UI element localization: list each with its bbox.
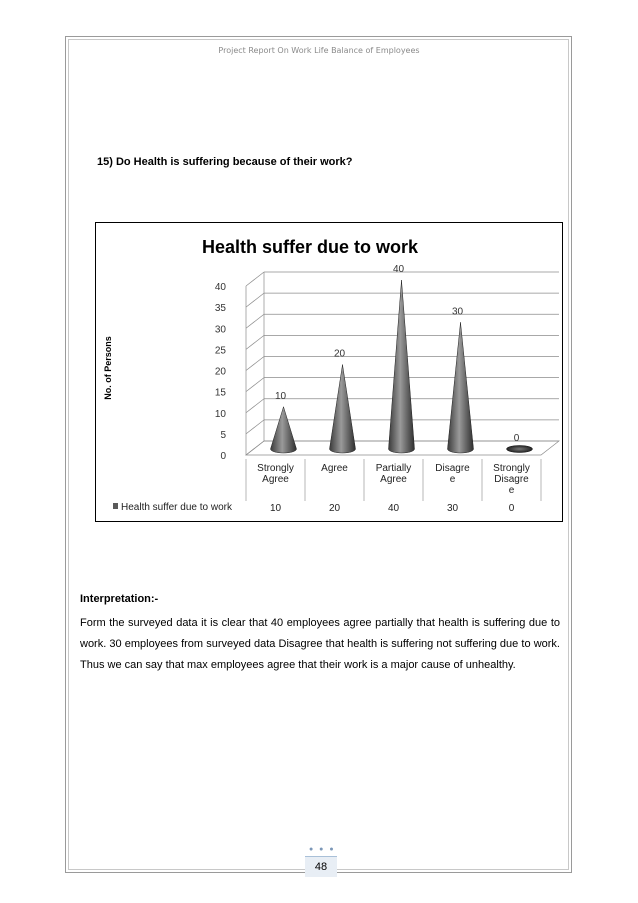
bar	[448, 322, 474, 453]
bar	[389, 280, 415, 453]
chart-svg	[96, 223, 562, 521]
data-label: 30	[451, 306, 464, 318]
page-header: Project Report On Work Life Balance of Employees	[218, 46, 420, 55]
gridline-side	[246, 357, 264, 371]
gridline-side	[246, 293, 264, 307]
x-tick-label: Disagre	[494, 474, 529, 485]
legend-entry: Health suffer due to work	[121, 502, 232, 513]
y-tick-label: 15	[214, 387, 226, 399]
x-tick-label: Partially	[375, 463, 412, 474]
interpretation-text: Form the surveyed data it is clear that 40 employees agree partially that health is suffering due to work. 30 employees from surveyed data Disagree that health is suffering not suffering due to work. Thus we can say that max employees agree that their work is a major cause of unhealthy.	[80, 617, 560, 671]
chart-title: Health suffer due to work	[201, 237, 419, 257]
x-tick-label: Agree	[262, 474, 289, 485]
gridline-side	[246, 399, 264, 413]
y-tick-label: 0	[220, 451, 226, 462]
chart-container	[95, 222, 563, 522]
x-tick-label: e	[449, 474, 456, 485]
table-value: 30	[446, 503, 459, 514]
y-tick-label: 40	[214, 282, 226, 293]
table-value: 20	[328, 503, 341, 514]
table-value: 40	[387, 503, 400, 514]
data-label: 0	[513, 433, 520, 444]
y-tick-label: 10	[214, 408, 226, 420]
x-tick-label: e	[508, 485, 515, 496]
data-label: 10	[274, 390, 287, 402]
y-tick-label: 30	[214, 324, 226, 336]
interpretation-title: Interpretation:-	[80, 593, 159, 605]
page-dots-ornament: ● ● ●	[309, 846, 336, 853]
gridline-side	[246, 272, 264, 286]
bar	[271, 407, 297, 453]
data-label: 40	[392, 264, 405, 275]
legend-swatch	[113, 503, 118, 509]
y-tick-label: 35	[214, 303, 226, 315]
y-tick-label: 5	[220, 429, 226, 441]
x-tick-label: Agree	[321, 463, 348, 474]
gridline-side	[246, 420, 264, 434]
bar	[507, 446, 533, 453]
table-value: 10	[269, 503, 282, 514]
x-tick-label: Strongly	[257, 463, 294, 474]
x-tick-label: Agree	[380, 474, 407, 485]
gridline-side	[246, 335, 264, 349]
x-tick-label: Disagre	[435, 463, 470, 474]
page-number: 48	[305, 856, 337, 877]
question-heading: 15) Do Health is suffering because of their work?	[97, 156, 353, 168]
table-value: 0	[508, 503, 515, 514]
y-tick-label: 25	[214, 345, 226, 357]
y-axis-label: No. of Persons	[103, 336, 113, 400]
data-label: 20	[333, 348, 346, 360]
y-tick-label: 20	[214, 366, 226, 378]
gridline-side	[246, 378, 264, 392]
gridline-side	[246, 314, 264, 328]
x-tick-label: Strongly	[493, 463, 530, 474]
